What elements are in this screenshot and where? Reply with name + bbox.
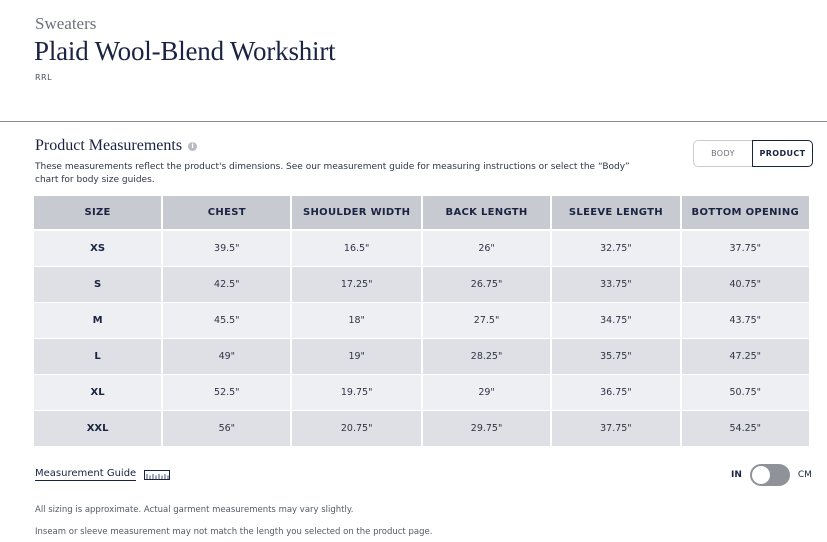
size-cell: XS — [34, 231, 161, 267]
measurements-title: Product Measurements — [35, 137, 183, 154]
back-length-cell: 26" — [423, 231, 550, 267]
chest-cell: 49" — [163, 339, 290, 375]
size-cell: L — [34, 339, 161, 375]
back-length-cell: 26.75" — [423, 267, 550, 303]
unit-cm-label: CM — [797, 470, 812, 480]
bottom-opening-cell: 54.25" — [682, 411, 809, 447]
back-length-cell: 28.25" — [423, 339, 550, 375]
column-header-chest: CHEST — [163, 196, 290, 231]
column-header-back-length: BACK LENGTH — [423, 196, 550, 231]
size-cell: XXL — [34, 411, 161, 447]
size-cell: S — [34, 267, 161, 303]
unit-toggle — [731, 464, 812, 486]
shoulder-width-cell: 17.25" — [292, 267, 420, 303]
ruler-icon — [144, 470, 170, 480]
sleeve-length-cell: 35.75" — [552, 339, 679, 375]
unit-switch-knob[interactable] — [752, 466, 770, 484]
back-length-cell: 29" — [423, 375, 550, 411]
column-header-bottom-opening: BOTTOM OPENING — [682, 196, 809, 231]
bottom-opening-cell: 37.75" — [682, 231, 809, 267]
product-chart-button[interactable]: PRODUCT — [752, 140, 813, 167]
chest-cell: 56" — [163, 411, 290, 447]
table-row — [34, 411, 809, 447]
sleeve-length-cell: 37.75" — [552, 411, 679, 447]
measurements-heading — [35, 137, 197, 155]
table-row — [34, 231, 809, 267]
size-chart-table — [32, 196, 811, 447]
table-header-row — [34, 196, 809, 231]
column-header-shoulder-width: SHOULDER WIDTH — [292, 196, 420, 231]
chest-cell: 45.5" — [163, 303, 290, 339]
shoulder-width-cell: 18" — [292, 303, 420, 339]
sizing-note: All sizing is approximate. Actual garment measurements may vary slightly. — [35, 505, 354, 515]
bottom-opening-cell: 40.75" — [682, 267, 809, 303]
section-divider — [0, 121, 827, 122]
chest-cell: 42.5" — [163, 267, 290, 303]
table-row — [34, 339, 809, 375]
sleeve-length-cell: 33.75" — [552, 267, 679, 303]
bottom-opening-cell: 43.75" — [682, 303, 809, 339]
measurements-description: These measurements reflect the product's dimensions. See our measurement guide for measuring instructions or select the “Body” chart for body size guides. — [35, 162, 630, 185]
back-length-cell: 29.75" — [423, 411, 550, 447]
info-icon[interactable]: i — [188, 142, 197, 151]
table-row — [34, 375, 809, 411]
back-length-cell: 27.5" — [423, 303, 550, 339]
size-cell: M — [34, 303, 161, 339]
shoulder-width-cell: 19" — [292, 339, 420, 375]
table-row — [34, 267, 809, 303]
chest-cell: 52.5" — [163, 375, 290, 411]
inseam-note: Inseam or sleeve measurement may not match the length you selected on the product page. — [35, 527, 433, 537]
chart-type-toggle — [693, 140, 813, 167]
column-header-sleeve-length: SLEEVE LENGTH — [552, 196, 679, 231]
sleeve-length-cell: 34.75" — [552, 303, 679, 339]
product-title: Plaid Wool-Blend Workshirt — [34, 36, 336, 66]
size-cell: XL — [34, 375, 161, 411]
breadcrumb-category[interactable]: Sweaters — [35, 14, 97, 33]
measurement-guide-link[interactable] — [35, 468, 170, 481]
measurement-guide-label[interactable]: Measurement Guide — [35, 468, 137, 479]
bottom-opening-cell: 50.75" — [682, 375, 809, 411]
sleeve-length-cell: 36.75" — [552, 375, 679, 411]
shoulder-width-cell: 16.5" — [292, 231, 420, 267]
unit-switch[interactable] — [750, 464, 790, 486]
table-row — [34, 303, 809, 339]
bottom-opening-cell: 47.25" — [682, 339, 809, 375]
brand-name[interactable]: RRL — [35, 73, 53, 82]
body-chart-button[interactable]: BODY — [693, 140, 752, 167]
shoulder-width-cell: 19.75" — [292, 375, 420, 411]
shoulder-width-cell: 20.75" — [292, 411, 420, 447]
sleeve-length-cell: 32.75" — [552, 231, 679, 267]
column-header-size: SIZE — [34, 196, 161, 231]
unit-in-label: IN — [731, 470, 742, 480]
chest-cell: 39.5" — [163, 231, 290, 267]
